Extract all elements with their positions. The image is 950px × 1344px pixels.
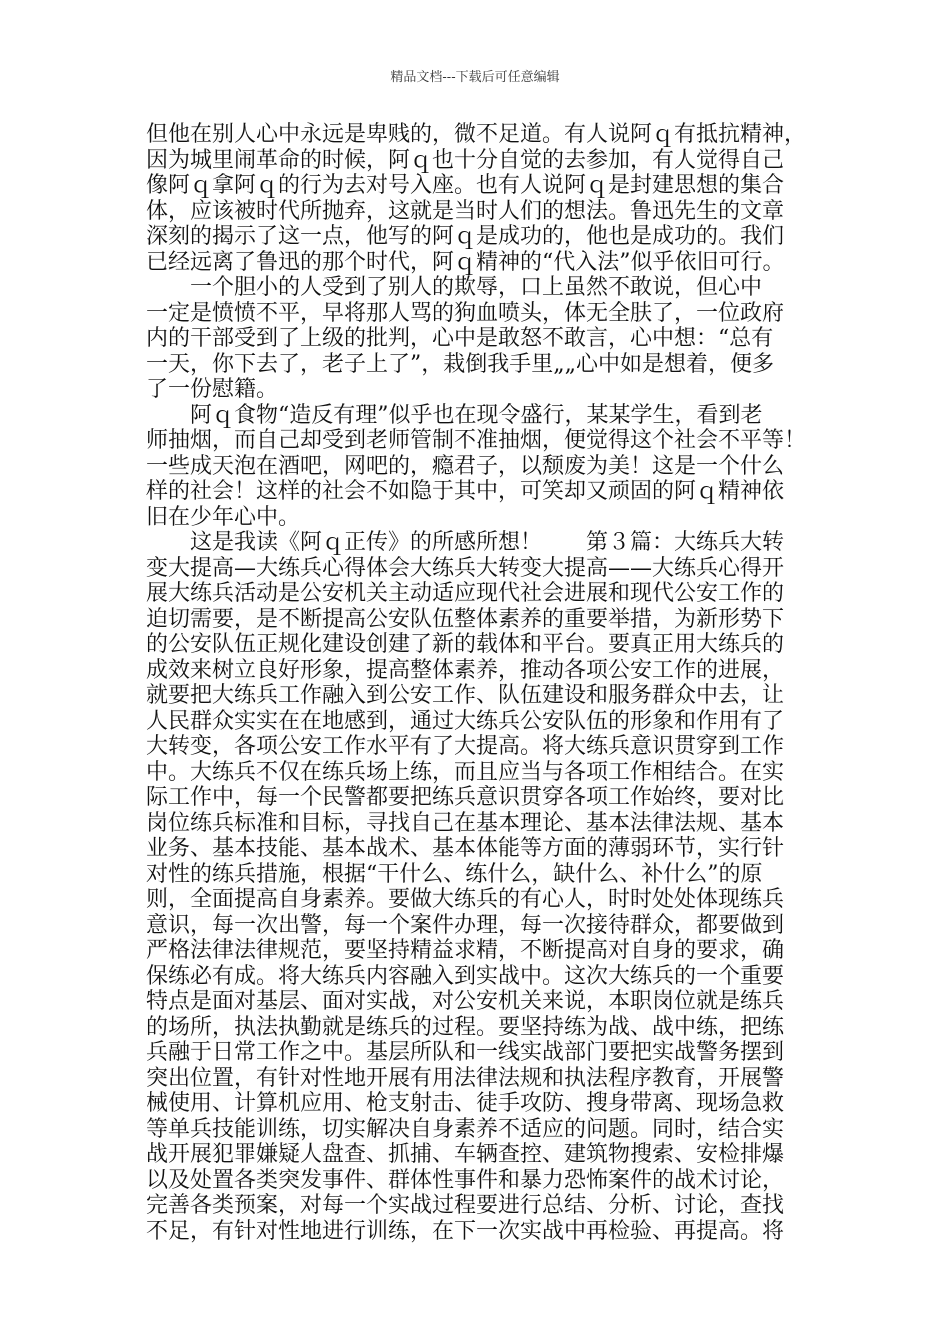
text-line: 像阿ｑ拿阿ｑ的行为去对号入座。也有人说阿ｑ是封建思想的集合 — [146, 173, 785, 198]
text-line: 中。大练兵不仅在练兵场上练，而且应当与各项工作相结合。在实 — [146, 759, 785, 785]
text-line: 的场所，执法执勤就是练兵的过程。要坚持练为战、战中练，把练 — [146, 1014, 785, 1040]
text-line: 一天，你下去了，老子上了”，栽倒我手里„„心中如是想着，便多 — [146, 351, 775, 377]
text-line: 对性的练兵措施，根据“干什么、练什么，缺什么、补什么”的原 — [146, 861, 763, 887]
text-line: 完善各类预案，对每一个实战过程要进行总结、分析、讨论，查找 — [146, 1193, 785, 1218]
text-line: 突出位置，有针对性地开展有用法律法规和执法程序教育，开展警 — [146, 1065, 785, 1091]
text-line: 战开展犯罪嫌疑人盘查、抓捕、车辆查控、建筑物搜索、安检排爆 — [146, 1142, 785, 1167]
text-line: 师抽烟，而自己却受到老师管制不准抽烟，便觉得这个社会不平等！ — [146, 428, 807, 453]
text-line: 展大练兵活动是公安机关主动适应现代社会进展和现代公安工作的 — [146, 581, 785, 606]
document-body — [146, 122, 808, 1244]
text-line: 大转变，各项公安工作水平有了大提高。将大练兵意识贯穿到工作 — [146, 734, 785, 759]
text-line: 际工作中，每一个民警都要把练兵意识贯穿各项工作始终，要对比 — [146, 785, 785, 810]
text-line: 等单兵技能训练，切实解决自身素养不适应的问题。同时，结合实 — [146, 1116, 785, 1142]
text-line: 械使用、计算机应用、枪支射击、徒手攻防、搜身带离、现场急救 — [146, 1091, 785, 1116]
text-line: 特点是面对基层、面对实战，对公安机关来说，本职岗位就是练兵 — [146, 989, 785, 1014]
text-line: 了一份慰籍。 — [146, 377, 279, 402]
text-line: 不足，有针对性地进行训练，在下一次实战中再检验、再提高。将 — [146, 1218, 785, 1244]
text-line: 兵融于日常工作之中。基层所队和一线实战部门要把实战警务摆到 — [146, 1040, 785, 1065]
text-line: 业务、基本技能、基本战术、基本体能等方面的薄弱环节，实行针 — [146, 836, 785, 861]
text-line: 体，应该被时代所抛弃，这就是当时人们的想法。鲁迅先生的文章 — [146, 198, 785, 224]
text-line: 阿ｑ食物“造反有理”似乎也在现令盛行，某某学生，看到老 — [146, 402, 763, 428]
text-line: 成效来树立良好形象，提高整体素养，推动各项公安工作的进展， — [146, 657, 785, 683]
text-line: 因为城里闹革命的时候，阿ｑ也十分自觉的去参加，有人觉得自己 — [146, 147, 785, 173]
text-line: 人民群众实实在在地感到，通过大练兵公安队伍的形象和作用有了 — [146, 708, 785, 734]
text-line: 保练必有成。将大练兵内容融入到实战中。这次大练兵的一个重要 — [146, 963, 785, 989]
text-line: 则，全面提高自身素养。要做大练兵的有心人，时时处处体现练兵 — [146, 887, 785, 912]
text-line: 以及处置各类突发事件、群体性事件和暴力恐怖案件的战术讨论， — [146, 1167, 785, 1193]
text-line: 迫切需要，是不断提高公安队伍整体素养的重要举措，为新形势下 — [146, 606, 785, 632]
text-line: 就要把大练兵工作融入到公安工作、队伍建设和服务群众中去，让 — [146, 683, 785, 708]
text-line: 这是我读《阿ｑ正传》的所感所想！ 第３篇：大练兵大转 — [146, 530, 785, 555]
text-line: 严格法律法律规范，要坚持精益求精，不断提高对自身的要求，确 — [146, 938, 785, 963]
text-line: 意识，每一次出警，每一个案件办理，每一次接待群众，都要做到 — [146, 912, 785, 938]
text-line: 旧在少年心中。 — [146, 504, 301, 530]
text-line: 已经远离了鲁迅的那个时代，阿ｑ精神的“代入法”似乎依旧可行。 — [146, 249, 785, 275]
text-line: 岗位练兵标准和目标，寻找自己在基本理论、基本法律法规、基本 — [146, 810, 785, 836]
text-line: 内的干部受到了上级的批判，心中是敢怒不敢言，心中想：“总有 — [146, 326, 774, 351]
text-line: 一个胆小的人受到了别人的欺辱，口上虽然不敢说，但心中 — [146, 275, 763, 300]
page-header: 精品文档---下载后可任意编辑 — [390, 70, 560, 85]
text-line: 样的社会！这样的社会不如隐于其中，可笑却又顽固的阿ｑ精神依 — [146, 479, 785, 504]
text-line: 一些成天泡在酒吧，网吧的，瘾君子，以颓废为美！这是一个什么 — [146, 453, 785, 479]
text-line: 一定是愤愤不平，早将那人骂的狗血喷头，体无全肤了，一位政府 — [146, 300, 785, 326]
text-line: 变大提高—大练兵心得体会大练兵大转变大提高——大练兵心得开 — [146, 555, 785, 581]
text-line: 的公安队伍正规化建设创建了新的载体和平台。要真正用大练兵的 — [146, 632, 785, 657]
text-line: 但他在别人心中永远是卑贱的，微不足道。有人说阿ｑ有抵抗精神， — [146, 122, 807, 147]
text-line: 深刻的揭示了这一点，他写的阿ｑ是成功的，他也是成功的。我们 — [146, 224, 785, 249]
